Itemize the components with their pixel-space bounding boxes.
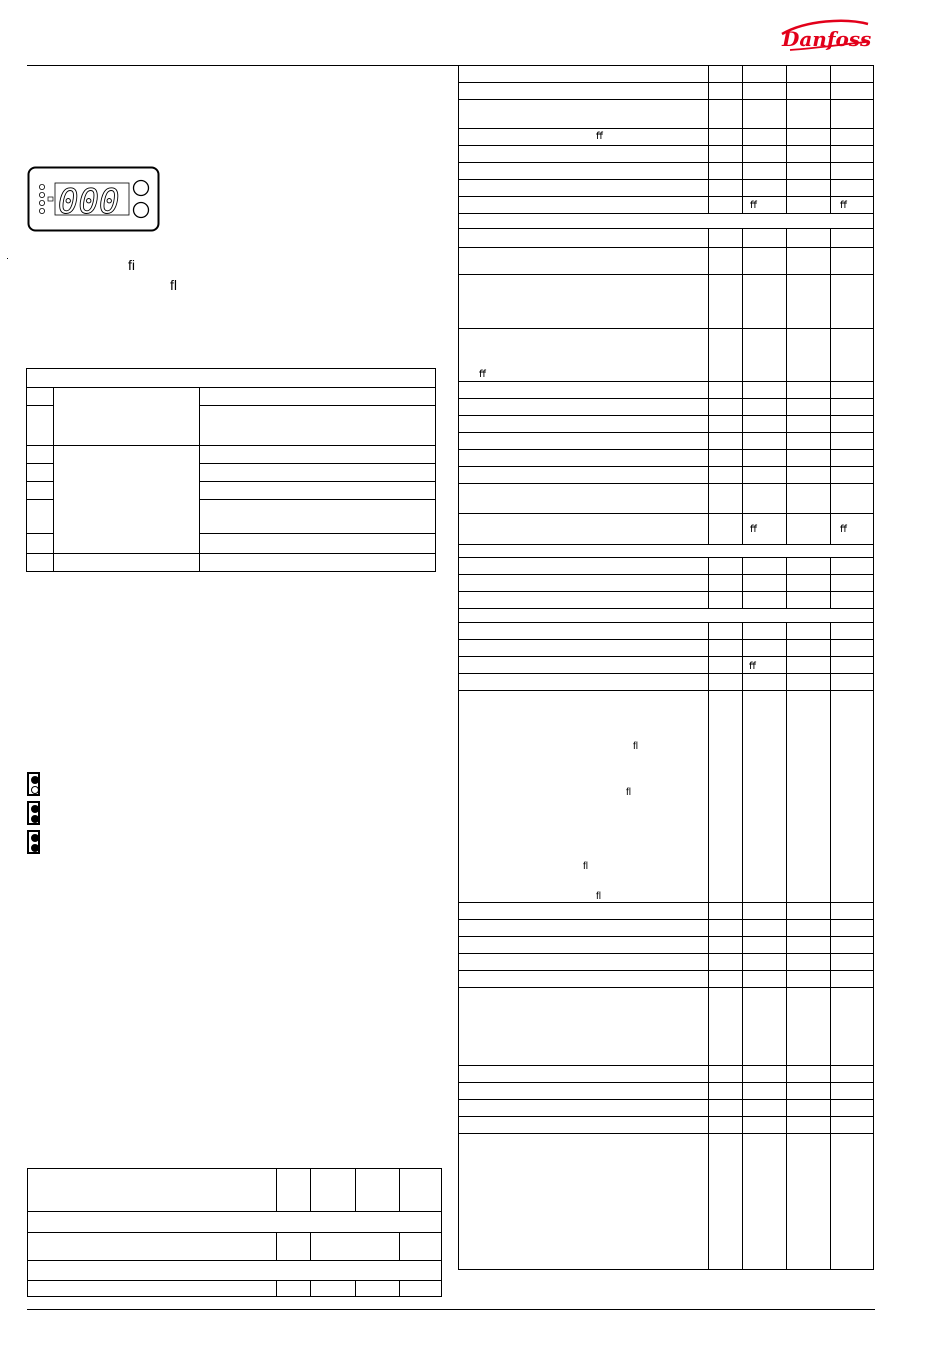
- fl-ligature: ﬂ: [583, 861, 588, 872]
- danfoss-wordmark: Danfoss: [782, 27, 872, 51]
- specs-table: [27, 1168, 442, 1297]
- settings-table: [26, 368, 436, 572]
- ff-ligature: ﬀ: [749, 661, 756, 672]
- ff-ligature: ﬀ: [840, 524, 847, 535]
- fl-ligature: ﬂ: [170, 277, 177, 293]
- jumper-icon-2: [27, 801, 40, 825]
- ff-ligature: ﬀ: [750, 200, 757, 211]
- fl-ligature: ﬂ: [633, 741, 638, 752]
- header-rule: [27, 65, 458, 66]
- display-button-up: [134, 181, 149, 196]
- fl-ligature: ﬂ: [596, 891, 601, 902]
- dot-mark: [7, 258, 8, 259]
- parameter-table: [458, 65, 874, 1270]
- ff-ligature: ﬀ: [750, 524, 757, 535]
- danfoss-logo: [776, 14, 872, 58]
- footer-rule: [27, 1309, 875, 1310]
- seven-segment-digits: 000: [58, 182, 120, 222]
- ff-ligature: ﬀ: [479, 369, 486, 380]
- ff-ligature: ﬀ: [596, 131, 603, 142]
- fi-ligature: ﬁ: [128, 257, 135, 273]
- fl-ligature: ﬂ: [626, 787, 631, 798]
- jumper-icon-1: [27, 772, 40, 796]
- display-button-down: [134, 203, 149, 218]
- controller-display-illustration: [27, 166, 160, 232]
- ff-ligature: ﬀ: [840, 200, 847, 211]
- jumper-icon-3: [27, 830, 40, 854]
